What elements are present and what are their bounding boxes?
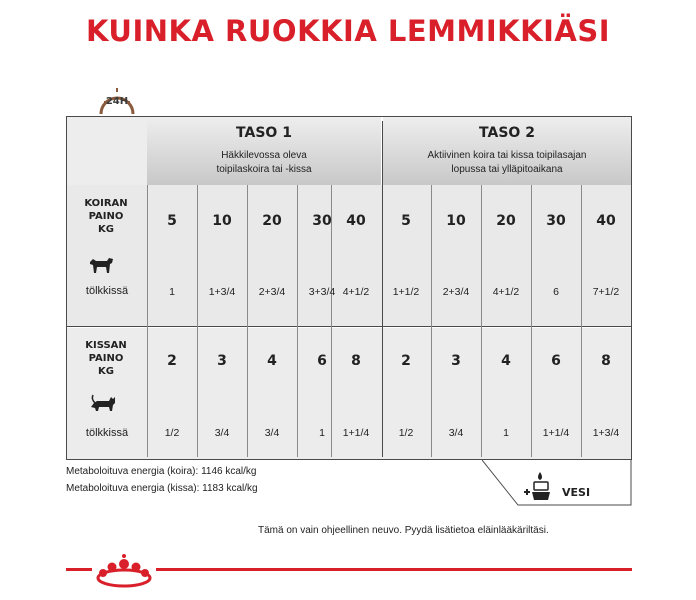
dog-weight-cell: 10 [446, 213, 466, 229]
disclaimer-note: Tämä on vain ohjeellinen neuvo. Pyydä lisätietoa eläinlääkäriltäsi. [258, 525, 549, 536]
clock-label: 24H [105, 96, 129, 107]
dog-cans-cell: 1 [169, 286, 175, 298]
cat-weight-cell: 3 [217, 353, 227, 369]
cat-weight-cell: 6 [317, 353, 327, 369]
cat-weight-cell: 4 [501, 353, 511, 369]
cat-weight-cell: 8 [601, 353, 611, 369]
cat-weight-cell: 2 [167, 353, 177, 369]
dog-cans-cell: 6 [553, 286, 559, 298]
cat-weight-cell: 4 [267, 353, 277, 369]
dog-weight-label [67, 197, 145, 236]
water-bowl-icon [522, 470, 554, 509]
cat-weight-cell: 6 [551, 353, 561, 369]
cat-label-line2: PAINO [88, 353, 124, 364]
tier2-desc-line1: Aktiivinen koira tai kissa toipilasajan [427, 150, 587, 161]
tier2-desc-line2: lopussa tai ylläpitoaikana [451, 164, 563, 175]
tier1-desc [147, 149, 381, 177]
cat-weight-cell: 8 [351, 353, 361, 369]
cat-icon [89, 393, 117, 418]
clock-24h-icon [98, 84, 136, 118]
dog-weight-cell: 10 [212, 213, 232, 229]
cat-cans-cell: 1+3/4 [592, 427, 620, 439]
energy-cat: Metaboloituva energia (kissa): 1183 kcal/kg [66, 483, 258, 494]
cat-cans-cell: 1+1/4 [542, 427, 570, 439]
dog-cans-cell: 4+1/2 [342, 286, 370, 298]
dog-row-bg [67, 185, 631, 327]
cat-cans-cell: 1 [503, 427, 509, 439]
cat-cans-cell: 1+1/4 [342, 427, 370, 439]
dog-weight-cell: 5 [401, 213, 411, 229]
cat-label-line3: KG [98, 366, 114, 377]
dog-cans-cell: 2+3/4 [442, 286, 470, 298]
dog-label-line3: KG [98, 224, 114, 235]
cat-unit-label: tölkkissä [85, 427, 129, 439]
dog-icon [87, 255, 115, 280]
footer-line-left [66, 568, 92, 571]
dog-weight-cell: 30 [546, 213, 566, 229]
cat-row-bg [67, 328, 631, 459]
dog-weight-cell: 20 [262, 213, 282, 229]
dog-weight-cell: 40 [346, 213, 366, 229]
cat-cans-cell: 1/2 [398, 427, 414, 439]
water-box [482, 460, 632, 506]
dog-cans-cell: 4+1/2 [492, 286, 520, 298]
dog-cans-cell: 3+3/4 [308, 286, 336, 298]
dog-weight-cell: 5 [167, 213, 177, 229]
energy-dog: Metaboloituva energia (koira): 1146 kcal/kg [66, 466, 257, 477]
corner-bg [67, 117, 147, 185]
cat-cans-cell: 3/4 [264, 427, 280, 439]
dog-weight-cell: 40 [596, 213, 616, 229]
tier2-desc [383, 149, 631, 177]
cat-weight-label [67, 339, 145, 378]
cat-weight-cell: 2 [401, 353, 411, 369]
feeding-table [66, 116, 632, 460]
dog-cans-cell: 2+3/4 [258, 286, 286, 298]
dog-weight-cell: 20 [496, 213, 516, 229]
cat-cans-cell: 3/4 [448, 427, 464, 439]
dog-cans-cell: 7+1/2 [592, 286, 620, 298]
cat-label-line1: KISSAN [85, 340, 127, 351]
water-label: VESI [562, 486, 591, 499]
cat-weight-cell: 3 [451, 353, 461, 369]
dog-cans-cell: 1+3/4 [208, 286, 236, 298]
tier1-desc-line1: Häkkilevossa oleva [221, 150, 307, 161]
cat-cans-cell: 1 [319, 427, 325, 439]
footer-line-right [156, 568, 632, 571]
dog-weight-cell: 30 [312, 213, 332, 229]
royal-canin-crown-logo [94, 548, 154, 588]
tier1-title: TASO 1 [236, 125, 292, 141]
species-divider [67, 326, 631, 327]
cat-cans-cell: 1/2 [164, 427, 180, 439]
page-title: KUINKA RUOKKIA LEMMIKKIÄSI [85, 14, 611, 48]
tier1-desc-line2: toipilaskoira tai -kissa [216, 164, 312, 175]
dog-cans-cell: 1+1/2 [392, 286, 420, 298]
dog-label-line1: KOIRAN [84, 198, 128, 209]
dog-label-line2: PAINO [88, 211, 124, 222]
dog-unit-label: tölkkissä [85, 285, 129, 297]
tier2-title: TASO 2 [479, 125, 535, 141]
cat-cans-cell: 3/4 [214, 427, 230, 439]
